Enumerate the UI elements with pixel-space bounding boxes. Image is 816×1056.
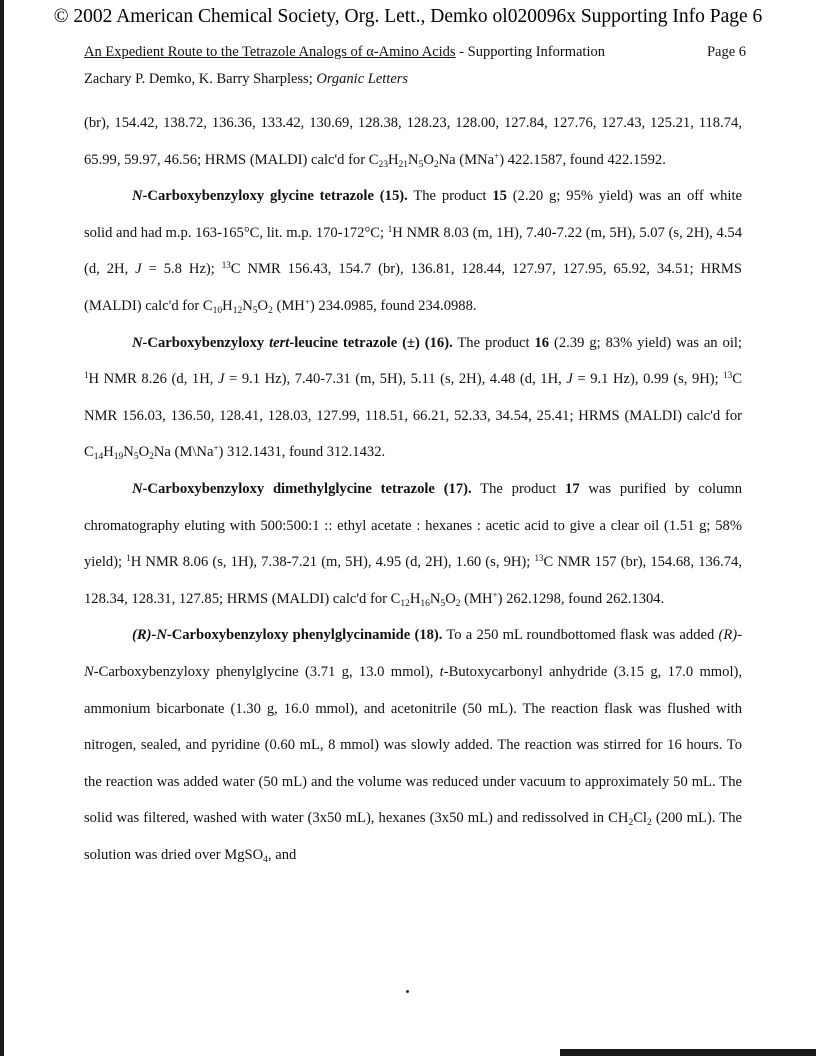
compound-heading-17: N-Carboxybenzyloxy dimethylglycine tetrazole (17).	[132, 480, 472, 497]
running-head-subtitle: - Supporting Information	[455, 44, 605, 60]
paragraph-compound-17: N-Carboxybenzyloxy dimethylglycine tetrazole (17). The product 17 was purified by column chromatography eluting with 500:500:1 :: ethyl acetate : hexanes : acetic acid to give a clear oil (1.51 g; 58% yield); $^1$H NMR 8.06 (s, 1H), 7.38-7.21 (m, 5H), 4.95 (d, 2H), 1.60 (s, 9H); $^{13}$C NMR 157 (br), 154.68, 136.74, 128.34, 128.31, 127.85; HRMS (MALDI) calc'd for $C_{12}H_{16}N_5O_2$ (MH+) 262.1298, found 262.1304.	[84, 480, 743, 609]
scan-edge-left	[0, 0, 4, 1056]
paragraph-continued: (br), 154.42, 138.72, 136.36, 133.42, 130.69, 128.38, 128.23, 128.00, 127.84, 127.76, 127.43, 125.21, 118.74, 65.99, 59.97, 46.56; HRMS (MALDI) calc'd for $C_{23}H_{21}N_5O_2Na$ (MNa+) 422.1587, found 422.1592.	[84, 115, 742, 170]
running-head-title: An Expedient Route to the Tetrazole Analogs of α-Amino Acids	[84, 44, 456, 60]
scan-edge-bottom	[560, 1049, 816, 1056]
paragraph-compound-15: N-Carboxybenzyloxy glycine tetrazole (15). The product 15 (2.20 g; 95% yield) was an off white solid and had m.p. 163-165°C, lit. m.p. 170-172°C; $^1$H NMR 8.03 (m, 1H), 7.40-7.22 (m, 5H), 5.07 (s, 2H), 4.54 (d, 2H, J = 5.8 Hz); $^{13}$C NMR 156.43, 154.7 (br), 136.81, 128.44, 127.97, 127.95, 65.92, 34.51; HRMS (MALDI) calc'd for $C_{10}H_{12}N_5O_2$ (MH+) 234.0985, found 234.0988.	[84, 188, 743, 316]
journal-name: Organic Letters	[316, 71, 409, 87]
paragraph-compound-16: N-Carboxybenzyloxy tert-leucine tetrazole (±) (16). The product 16 (2.39 g; 83% yield) was an oil; $^1$H NMR 8.26 (d, 1H, J = 9.1 Hz), 7.40-7.31 (m, 5H), 5.11 (s, 2H), 4.48 (d, 1H, J = 9.1 Hz), 0.99 (s, 9H); $^{13}$C NMR 156.03, 136.50, 128.41, 128.03, 127.99, 118.51, 66.21, 52.33, 34.54, 25.41; HRMS (MALDI) calc'd for $C_{14}H_{19}N_5O_2Na$ (M\Na+) 312.1431, found 312.1432.	[84, 334, 743, 463]
compound-heading-15: N-Carboxybenzyloxy glycine tetrazole (15).	[132, 188, 408, 205]
compound-heading-16: N-Carboxybenzyloxy tert-leucine tetrazole (±) (16).	[132, 334, 453, 351]
scan-speck	[406, 990, 409, 993]
running-head	[84, 44, 746, 61]
copyright-banner: © 2002 American Chemical Society, Org. Lett., Demko ol020096x Supporting Info Page 6	[53, 6, 763, 27]
compound-heading-18: (R)-N-Carboxybenzyloxy phenylglycinamide (18).	[132, 627, 443, 644]
running-head-page: Page 6	[706, 44, 746, 60]
paragraph-compound-18: (R)-N-Carboxybenzyloxy phenylglycinamide (18). To a 250 mL roundbottomed flask was added (R)-N-Carboxybenzyloxy phenylglycine (3.71 g, 13.0 mmol), t-Butoxycarbonyl anhydride (3.15 g, 17.0 mmol), ammonium bicarbonate (1.30 g, 16.0 mmol), and acetonitrile (50 mL). The reaction flask was flushed with nitrogen, sealed, and pyridine (0.60 mL, 8 mmol) was slowly added. The reaction was stirred for 16 hours. To the reaction was added water (50 mL) and the volume was reduced under vacuum to approximately 50 mL. The solid was filtered, washed with water (3x50 mL), hexanes (3x50 mL) and redissolved in $CH_2Cl_2$ (200 mL). The solution was dried over MgSO$_4$, and	[84, 627, 743, 865]
body-text	[84, 105, 742, 873]
author-line	[84, 71, 408, 88]
author-names: Zachary P. Demko, K. Barry Sharpless;	[84, 71, 317, 87]
